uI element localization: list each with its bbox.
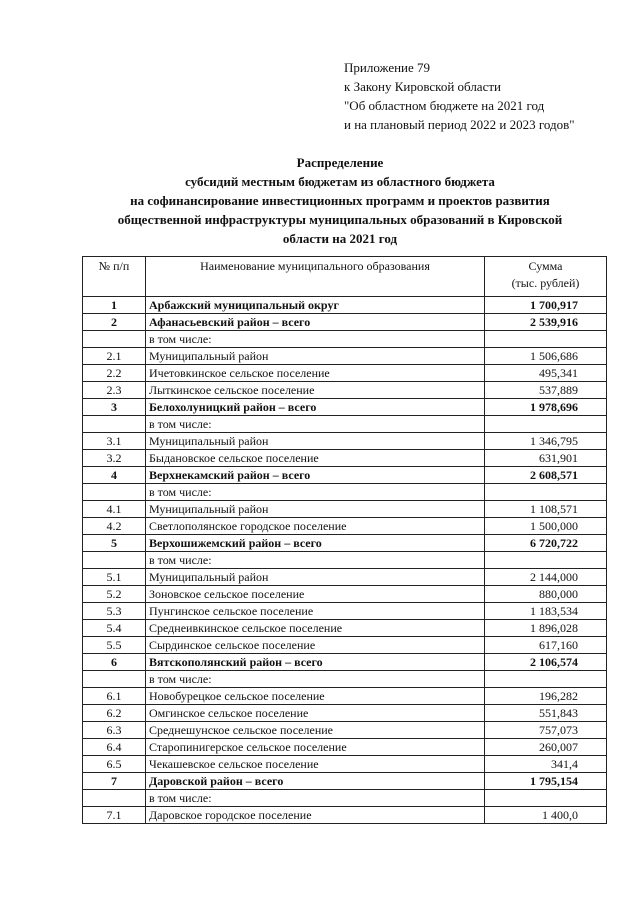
cell-sum: 6 720,722: [485, 535, 607, 552]
cell-name: Омгинское сельское поселение: [146, 705, 485, 722]
cell-name: в том числе:: [146, 790, 485, 807]
cell-name: Даровское городское поселение: [146, 807, 485, 824]
header-sum-line: (тыс. рублей): [511, 276, 580, 290]
title-line: Распределение: [296, 155, 384, 170]
cell-num: 6.1: [83, 688, 146, 705]
cell-num: 3.2: [83, 450, 146, 467]
table-row: [83, 637, 607, 654]
cell-num: [83, 552, 146, 569]
table-row: [83, 705, 607, 722]
cell-sum: 2 144,000: [485, 569, 607, 586]
cell-name: Лыткинское сельское поселение: [146, 382, 485, 399]
cell-sum: [485, 671, 607, 688]
cell-num: 3: [83, 399, 146, 416]
table-row: [83, 484, 607, 501]
table-body: [83, 297, 607, 824]
cell-sum: 1 183,534: [485, 603, 607, 620]
cell-name: Муниципальный район: [146, 433, 485, 450]
cell-sum: 341,4: [485, 756, 607, 773]
cell-num: 4.2: [83, 518, 146, 535]
title-line: субсидий местным бюджетам из областного бюджета: [185, 174, 495, 189]
cell-sum: 631,901: [485, 450, 607, 467]
cell-name: Пунгинское сельское поселение: [146, 603, 485, 620]
cell-sum: 1 896,028: [485, 620, 607, 637]
cell-sum: 1 346,795: [485, 433, 607, 450]
cell-num: 5.1: [83, 569, 146, 586]
table-row: [83, 671, 607, 688]
cell-name: Зоновское сельское поселение: [146, 586, 485, 603]
cell-name: в том числе:: [146, 416, 485, 433]
table-row: [83, 467, 607, 484]
cell-sum: 196,282: [485, 688, 607, 705]
table-row: [83, 331, 607, 348]
cell-sum: [485, 484, 607, 501]
cell-sum: [485, 331, 607, 348]
table-row: [83, 756, 607, 773]
cell-name: Среднеивкинское сельское поселение: [146, 620, 485, 637]
cell-sum: 1 506,686: [485, 348, 607, 365]
table-row: [83, 790, 607, 807]
cell-num: 6: [83, 654, 146, 671]
cell-num: 7: [83, 773, 146, 790]
cell-sum: 617,160: [485, 637, 607, 654]
cell-num: [83, 790, 146, 807]
cell-sum: 2 608,571: [485, 467, 607, 484]
cell-sum: 1 500,000: [485, 518, 607, 535]
table-row: [83, 297, 607, 314]
table-row: [83, 688, 607, 705]
cell-num: 5.2: [83, 586, 146, 603]
cell-sum: 757,073: [485, 722, 607, 739]
table-row: [83, 382, 607, 399]
cell-num: 5.3: [83, 603, 146, 620]
cell-sum: 1 108,571: [485, 501, 607, 518]
cell-sum: [485, 552, 607, 569]
cell-name: Муниципальный район: [146, 501, 485, 518]
cell-num: [83, 416, 146, 433]
table-row: [83, 552, 607, 569]
cell-num: [83, 484, 146, 501]
cell-num: 5.4: [83, 620, 146, 637]
cell-num: 2.1: [83, 348, 146, 365]
cell-name: в том числе:: [146, 331, 485, 348]
cell-num: 4: [83, 467, 146, 484]
table-row: [83, 501, 607, 518]
cell-name: Быдановское сельское поселение: [146, 450, 485, 467]
table-row: [83, 773, 607, 790]
cell-num: [83, 331, 146, 348]
table-row: [83, 603, 607, 620]
cell-num: 7.1: [83, 807, 146, 824]
cell-sum: [485, 416, 607, 433]
cell-name: Белохолуницкий район – всего: [146, 399, 485, 416]
cell-sum: 495,341: [485, 365, 607, 382]
cell-num: 2.2: [83, 365, 146, 382]
table-row: [83, 654, 607, 671]
table-row: [83, 348, 607, 365]
cell-name: в том числе:: [146, 671, 485, 688]
cell-name: Вятскополянский район – всего: [146, 654, 485, 671]
header-sum-line: Сумма: [528, 259, 563, 273]
cell-name: Верхнекамский район – всего: [146, 467, 485, 484]
cell-sum: 1 700,917: [485, 297, 607, 314]
header-num: № п/п: [83, 257, 146, 297]
cell-sum: 1 978,696: [485, 399, 607, 416]
appendix-header: [344, 58, 575, 134]
appendix-line: "Об областном бюджете на 2021 год: [344, 98, 545, 113]
cell-name: Верхошижемский район – всего: [146, 535, 485, 552]
header-sum: [485, 257, 607, 297]
table-row: [83, 433, 607, 450]
cell-name: в том числе:: [146, 484, 485, 501]
cell-num: [83, 671, 146, 688]
cell-sum: 1 400,0: [485, 807, 607, 824]
table-row: [83, 620, 607, 637]
cell-num: 6.4: [83, 739, 146, 756]
cell-num: 4.1: [83, 501, 146, 518]
cell-name: Арбажский муниципальный округ: [146, 297, 485, 314]
cell-sum: 260,007: [485, 739, 607, 756]
cell-num: 2: [83, 314, 146, 331]
appendix-line: Приложение 79: [344, 60, 431, 75]
table-row: [83, 722, 607, 739]
title-line: общественной инфраструктуры муниципальных образований в Кировской: [117, 212, 563, 227]
appendix-line: к Закону Кировской области: [344, 79, 501, 94]
table-row: [83, 535, 607, 552]
cell-num: 1: [83, 297, 146, 314]
cell-num: 5.5: [83, 637, 146, 654]
cell-sum: 880,000: [485, 586, 607, 603]
cell-name: Сырдинское сельское поселение: [146, 637, 485, 654]
cell-num: 6.3: [83, 722, 146, 739]
cell-num: 3.1: [83, 433, 146, 450]
title-line: области на 2021 год: [282, 231, 398, 246]
appendix-line: и на плановый период 2022 и 2023 годов": [344, 117, 575, 132]
cell-name: Муниципальный район: [146, 569, 485, 586]
table-row: [83, 518, 607, 535]
table-row: [83, 314, 607, 331]
header-name: Наименование муниципального образования: [146, 257, 485, 297]
cell-name: Светлополянское городское поселение: [146, 518, 485, 535]
cell-name: Даровской район – всего: [146, 773, 485, 790]
cell-sum: 551,843: [485, 705, 607, 722]
table-row: [83, 365, 607, 382]
table-row: [83, 569, 607, 586]
table-row: [83, 807, 607, 824]
cell-sum: 1 795,154: [485, 773, 607, 790]
cell-num: 6.5: [83, 756, 146, 773]
cell-sum: [485, 790, 607, 807]
table-header-row: [83, 257, 607, 297]
cell-name: Афанасьевский район – всего: [146, 314, 485, 331]
cell-num: 5: [83, 535, 146, 552]
cell-num: 6.2: [83, 705, 146, 722]
table-row: [83, 450, 607, 467]
cell-sum: 2 539,916: [485, 314, 607, 331]
title-line: на софинансирование инвестиционных программ и проектов развития: [130, 193, 550, 208]
table-row: [83, 416, 607, 433]
cell-name: Среднешунское сельское поселение: [146, 722, 485, 739]
cell-sum: 537,889: [485, 382, 607, 399]
cell-num: 2.3: [83, 382, 146, 399]
cell-name: в том числе:: [146, 552, 485, 569]
cell-name: Ичетовкинское сельское поселение: [146, 365, 485, 382]
table-row: [83, 586, 607, 603]
cell-sum: 2 106,574: [485, 654, 607, 671]
cell-name: Новобурецкое сельское поселение: [146, 688, 485, 705]
cell-name: Старопинигерское сельское поселение: [146, 739, 485, 756]
cell-name: Чекашевское сельское поселение: [146, 756, 485, 773]
table-row: [83, 399, 607, 416]
table-row: [83, 739, 607, 756]
subsidy-table: [82, 256, 607, 824]
cell-name: Муниципальный район: [146, 348, 485, 365]
document-title: [60, 153, 620, 248]
